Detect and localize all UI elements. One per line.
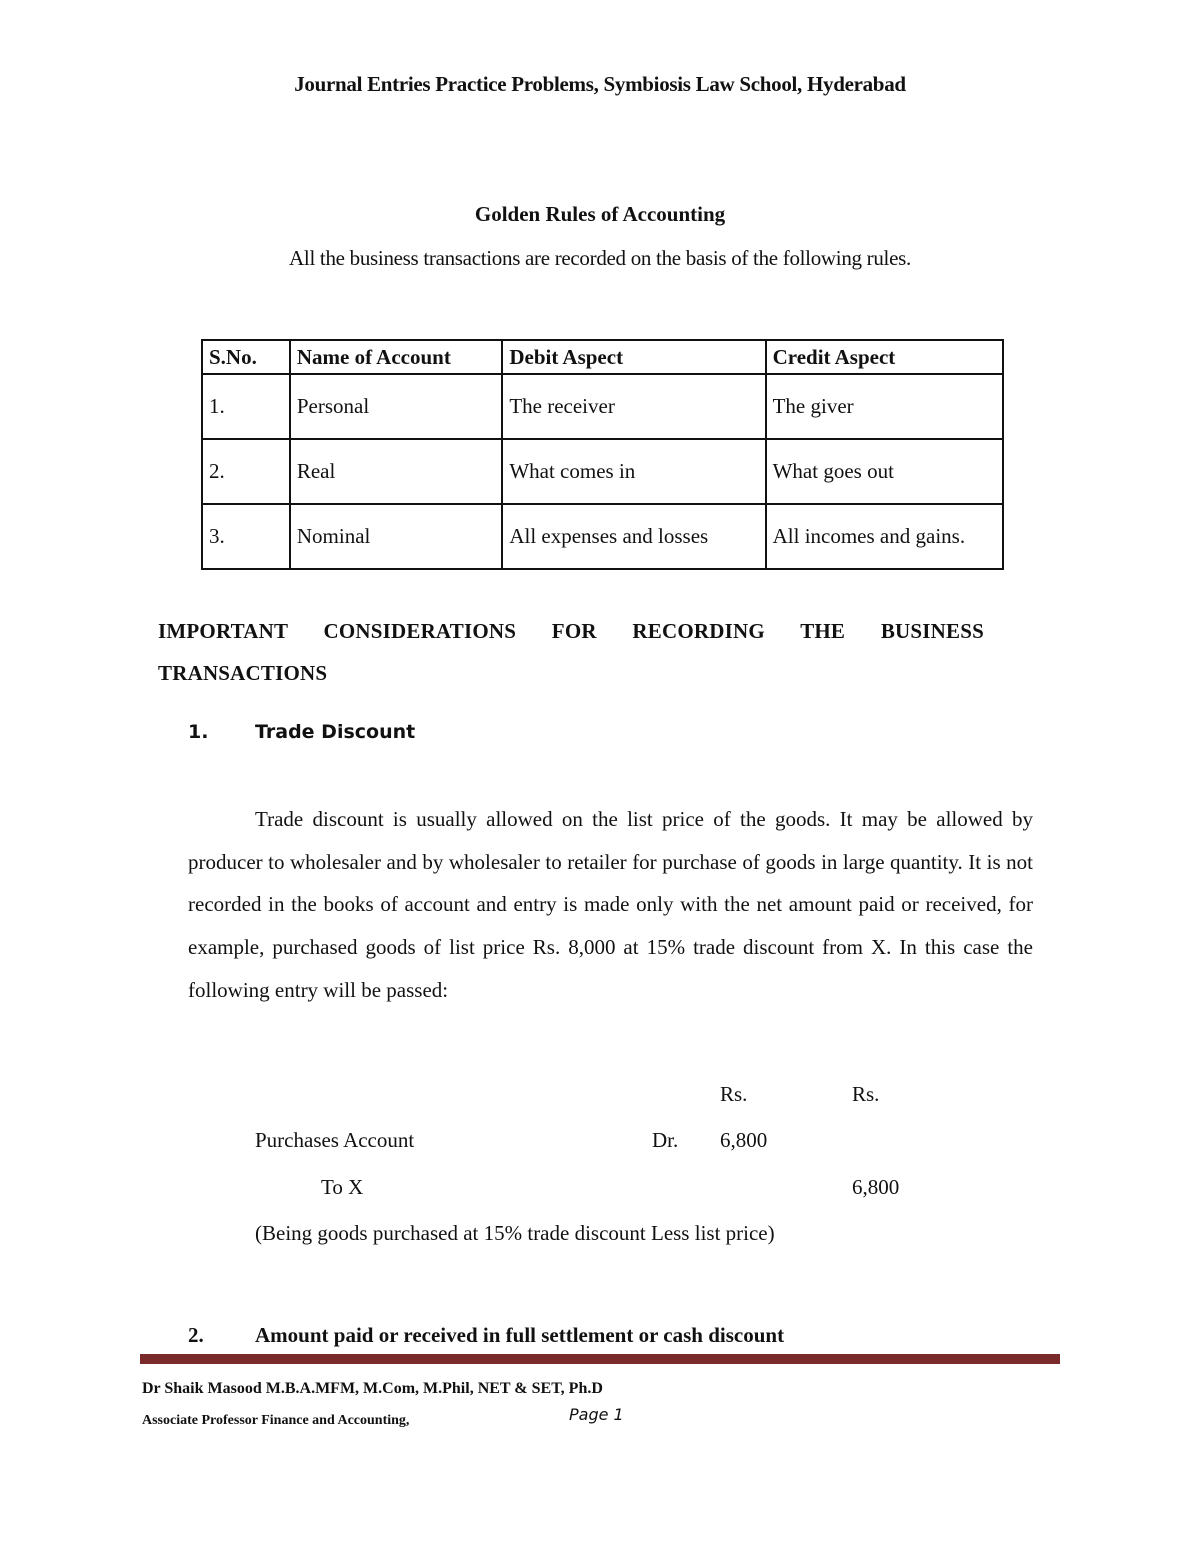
table-row — [202, 374, 1003, 439]
journal-credit-column-label: Rs. — [852, 1082, 880, 1106]
cell-credit-aspect: What goes out — [766, 439, 1003, 504]
cell-credit-aspect: All incomes and gains. — [766, 504, 1003, 569]
table-row — [202, 439, 1003, 504]
cell-account-name: Personal — [290, 374, 502, 439]
journal-credit-amount: 6,800 — [852, 1175, 900, 1199]
journal-debit-amount: 6,800 — [720, 1128, 768, 1152]
journal-debit-column-label: Rs. — [720, 1082, 748, 1106]
footer-role: Associate Professor Finance and Accounting, — [142, 1413, 410, 1428]
journal-narration: (Being goods purchased at 15% trade discount Less list price) — [255, 1221, 775, 1245]
table-header-row — [202, 340, 1003, 374]
header-sno: S.No. — [202, 340, 290, 374]
cell-sno: 3. — [202, 504, 290, 569]
cell-sno: 1. — [202, 374, 290, 439]
footer-author: Dr Shaik Masood M.B.A.MFM, M.Com, M.Phil, NET & SET, Ph.D — [142, 1380, 603, 1397]
journal-credit-account: To X — [321, 1175, 364, 1199]
header-credit-aspect: Credit Aspect — [766, 340, 1003, 374]
journal-debit-account: Purchases Account — [255, 1128, 415, 1152]
golden-rules-subtitle: All the business transactions are recorded on the basis of the following rules. — [289, 246, 911, 270]
cell-debit-aspect: The receiver — [502, 374, 765, 439]
section-1-number: 1. — [188, 721, 209, 743]
section-1-title: Trade Discount — [255, 721, 416, 743]
cell-credit-aspect: The giver — [766, 374, 1003, 439]
golden-rules-table — [201, 339, 1004, 570]
page-header: Journal Entries Practice Problems, Symbiosis Law School, Hyderabad — [294, 72, 906, 96]
cell-debit-aspect: What comes in — [502, 439, 765, 504]
cell-account-name: Nominal — [290, 504, 502, 569]
considerations-heading: IMPORTANT CONSIDERATIONS FOR RECORDING THE BUSINESS TRANSACTIONS — [158, 619, 984, 685]
cell-sno: 2. — [202, 439, 290, 504]
cell-debit-aspect: All expenses and losses — [502, 504, 765, 569]
footer-divider — [140, 1354, 1060, 1364]
section-2-title: Amount paid or received in full settlement or cash discount — [255, 1323, 785, 1347]
cell-account-name: Real — [290, 439, 502, 504]
golden-rules-title: Golden Rules of Accounting — [474, 202, 726, 226]
page-number: Page 1 — [569, 1405, 624, 1424]
header-account-name: Name of Account — [290, 340, 502, 374]
journal-dr-label: Dr. — [652, 1128, 679, 1152]
trade-discount-paragraph: Trade discount is usually allowed on the list price of the goods. It may be allowed by producer to wholesaler and by wholesaler to retailer for purchase of goods in large quantity. It is not recorded in the books of account and entry is made only with the net amount paid or received, for example, purchased goods of list price Rs. 8,000 at 15% trade discount from X. In this case the following entry will be passed: — [188, 807, 1033, 1002]
header-debit-aspect: Debit Aspect — [502, 340, 765, 374]
section-2-number: 2. — [188, 1323, 204, 1347]
table-row — [202, 504, 1003, 569]
